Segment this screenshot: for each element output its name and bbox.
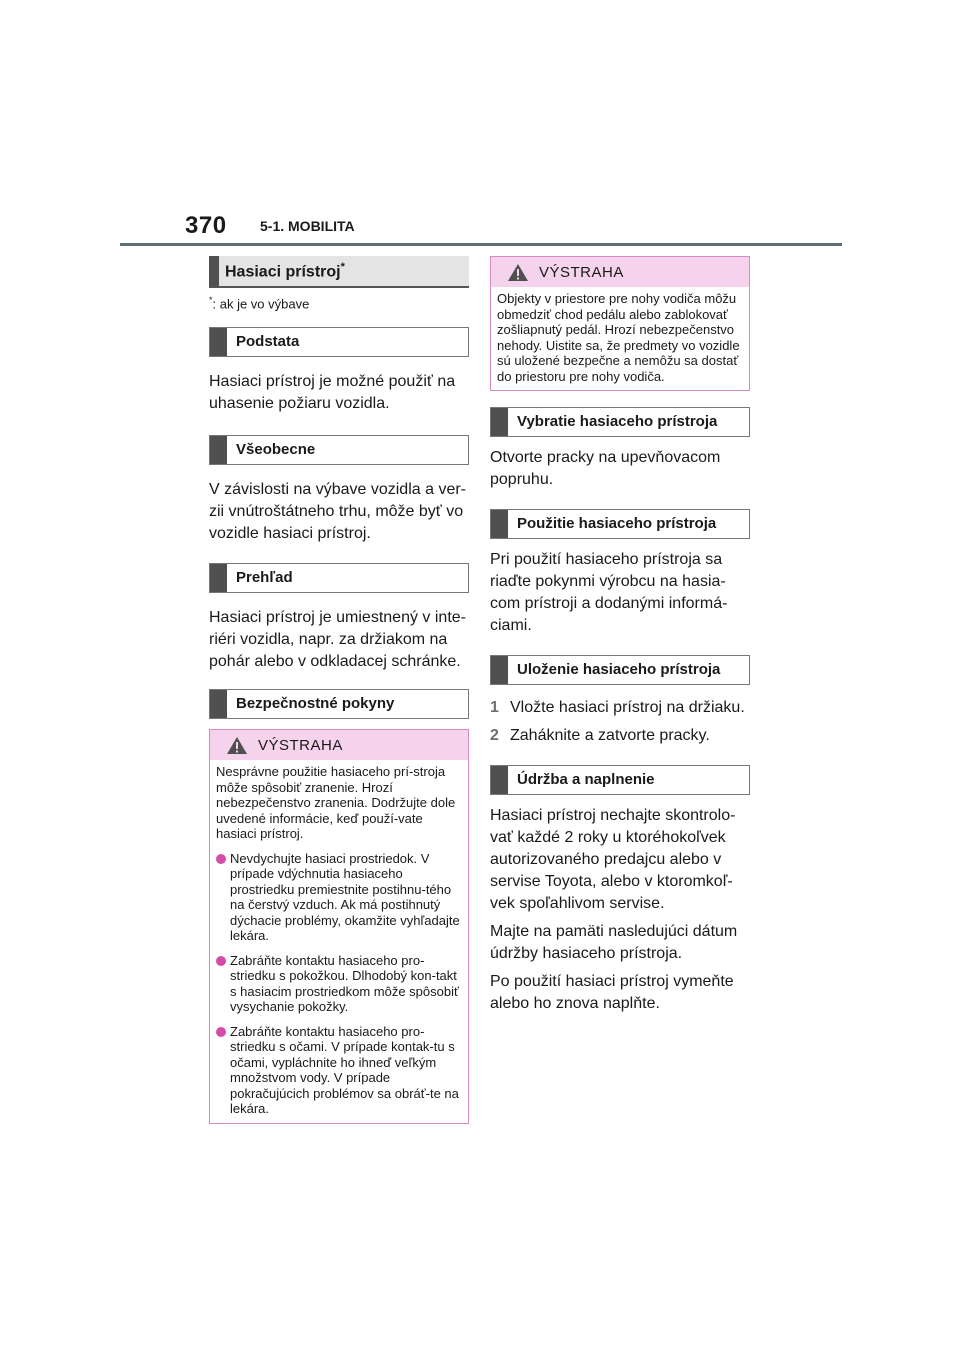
bullet-text: Nevdychujte hasiaci prostriedok. V prípade vdýchnutia hasiaceho prostriedku premiestnite postihnu-tého na čerstvý vzduch. Ak má postihnutý dýchacie problémy, okamžite vyhľadajte lekára.: [230, 850, 460, 944]
heading-bar: [210, 690, 227, 718]
paragraph: Otvorte pracky na upevňovacom popruhu.: [490, 449, 721, 488]
heading-bar: [209, 256, 219, 286]
warning-box: [490, 256, 750, 391]
bullet-text: Zabráňte kontaktu hasiaceho pro-striedku s pokožkou. Dlhodobý kon-takt s hasiacim prostriedkom môže spôsobiť vysychanie pokožky.: [230, 952, 459, 1015]
warning-header: [210, 730, 468, 760]
paragraph: Majte na pamäti nasledujúci dátum údržby hasiaceho prístroja.: [490, 923, 738, 962]
warning-text: Objekty v priestore pre nohy vodiča môžu obmedziť chod pedálu alebo zablokovať zošliapnutý pedál. Hrozí nebezpečenstvo nehody. Uistite sa, že predmety vo vozidle sú uložené bezpečne a nemôžu sa dostať do priestoru pre nohy vodiča.: [497, 291, 740, 384]
section-heading-text: Všeobecne: [236, 441, 316, 459]
warning-title: VÝSTRAHA: [258, 737, 343, 755]
main-heading: [209, 256, 469, 288]
step-item: [490, 697, 750, 719]
footnote-text: : ak je vo výbave: [212, 296, 310, 312]
section-heading-text: Uloženie hasiaceho prístroja: [517, 661, 721, 678]
bullet-text: Zabráňte kontaktu hasiaceho pro-striedku s očami. V prípade kontak-tu s očami, vypláchnite ho ihneď veľkým množstvom vody. V prípade pokračujúcich problémov sa obráť-te na lekára.: [230, 1023, 459, 1117]
heading-bar: [491, 656, 508, 684]
section-heading-prehlad: [209, 563, 469, 593]
paragraph: Hasiaci prístroj je možné použiť na uhasenie požiaru vozidla.: [209, 373, 456, 413]
section-heading-text: Bezpečnostné pokyny: [236, 695, 395, 713]
warning-triangle-icon: [507, 263, 529, 282]
section-heading-podstata: [209, 327, 469, 357]
header-rule: [120, 243, 842, 246]
page-number: 370: [185, 212, 227, 239]
heading-bar: [210, 564, 227, 592]
heading-bar: [210, 436, 227, 464]
section-heading-udrzba: [490, 765, 750, 795]
footnote-asterisk: *: [209, 295, 213, 305]
section-heading-ulozenie: [490, 655, 750, 685]
step-number: 1: [490, 699, 499, 716]
title-asterisk: *: [340, 261, 345, 273]
bullet-dot-icon: [216, 854, 226, 864]
step-item: [490, 725, 750, 747]
warning-bullet: [216, 851, 462, 944]
paragraph: Hasiaci prístroj nechajte skontrolo-vať každé 2 roky u ktoréhokoľvek autorizovaného predajcu alebo v servise Toyota, alebo v ktoromkoľ-vek spoľahlivom servise.: [490, 807, 736, 912]
footnote: [209, 295, 469, 311]
paragraph: V závislosti na výbave vozidla a ver-zii vnútroštátneho trhu, môže byť vo vozidle hasiaci prístroj.: [209, 481, 466, 543]
heading-bar: [210, 328, 227, 356]
warning-bullet: [216, 953, 462, 1015]
section-heading-vybratie: [490, 407, 750, 437]
warning-bullet: [216, 1024, 462, 1117]
step-text: Vložte hasiaci prístroj na držiaku.: [510, 699, 745, 716]
main-title: Hasiaci prístroj: [225, 263, 341, 281]
warning-intro: Nesprávne použitie hasiaceho prí-stroja môže spôsobiť zranenie. Hrozí nebezpečenstvo zranenia. Dodržujte dole uvedené informácie, keď použí-vate hasiaci prístroj.: [216, 764, 456, 842]
section-heading-text: Podstata: [236, 333, 300, 351]
paragraph: Hasiaci prístroj je umiestnený v inte-riéri vozidla, napr. za držiakom na pohár alebo v odkladacej schránke.: [209, 609, 466, 671]
left-column: [209, 256, 469, 1124]
bullet-dot-icon: [216, 1027, 226, 1037]
paragraph: Pri použití hasiaceho prístroja sa riaďte pokynmi výrobcu na hasia-com prístroji a dodanými informá-ciami.: [490, 551, 728, 634]
section-heading-pouzitie: [490, 509, 750, 539]
warning-title: VÝSTRAHA: [539, 264, 624, 281]
heading-bar: [491, 408, 508, 436]
bullet-dot-icon: [216, 956, 226, 966]
section-heading-text: Údržba a naplnenie: [517, 771, 655, 788]
section-heading-bezpecnostne-pokyny: [209, 689, 469, 719]
heading-bar: [491, 510, 508, 538]
heading-bar: [491, 766, 508, 794]
right-column: [490, 256, 750, 1015]
warning-triangle-icon: [226, 736, 248, 755]
section-heading-text: Vybratie hasiaceho prístroja: [517, 413, 718, 430]
step-text: Zaháknite a zatvorte pracky.: [510, 727, 710, 744]
section-heading-vseobecne: [209, 435, 469, 465]
step-number: 2: [490, 727, 499, 744]
warning-box: [209, 729, 469, 1124]
paragraph: Po použití hasiaci prístroj vymeňte alebo ho znova naplňte.: [490, 973, 734, 1012]
section-heading-text: Použitie hasiaceho prístroja: [517, 515, 717, 532]
warning-header: [491, 257, 749, 287]
section-heading-text: Prehľad: [236, 569, 293, 587]
section-label: 5-1. MOBILITA: [260, 218, 355, 234]
